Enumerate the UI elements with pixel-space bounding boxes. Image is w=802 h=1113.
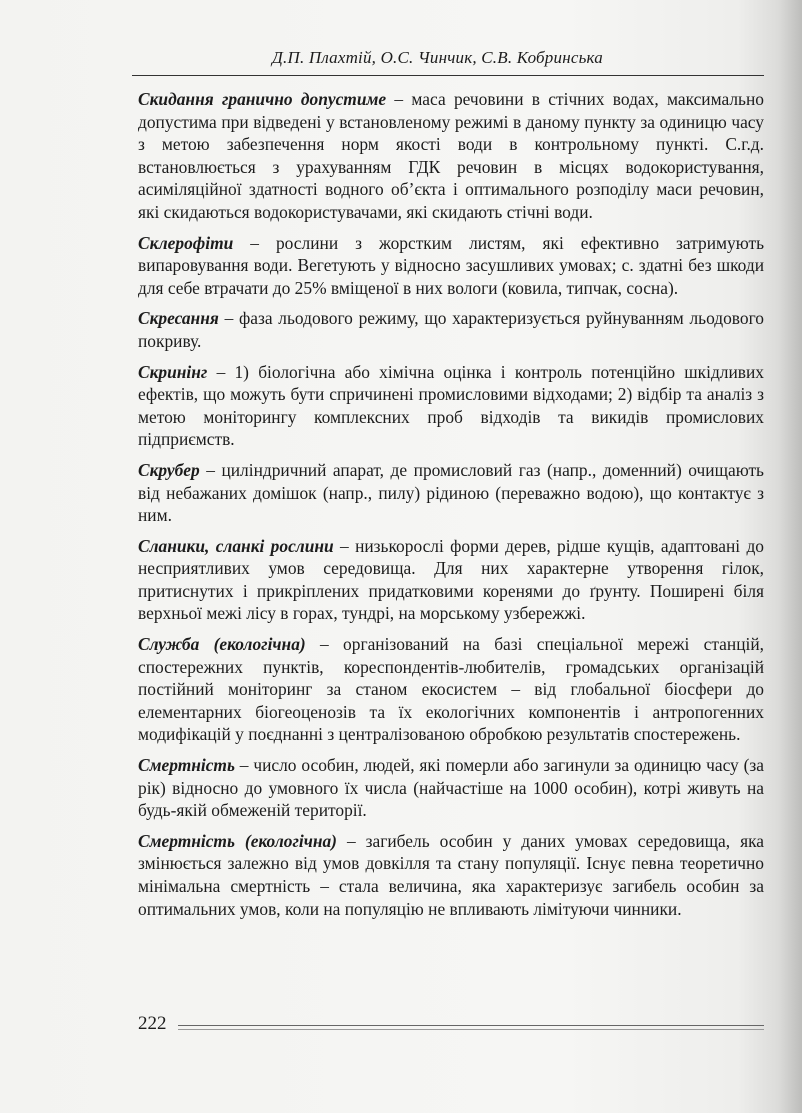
- entry-definition: – низькорослі форми дерев, рідше кущів, адаптовані до несприятливих умов середовища. Для них характерне утворення гілок, притиснутих і прикріплених придатковими коренями до ґрунту. Поширені біля верхньої межі лісу в горах, тундрі, на морському узбережжі.: [138, 535, 764, 624]
- entry-term: Склерофіти: [138, 232, 234, 253]
- entry-term: Скидання гранично допустиме: [138, 89, 387, 109]
- entry-definition: – фаза льодового режиму, що характеризується руйнуванням льодового покриву.: [138, 308, 764, 351]
- entry-definition: – число особин, людей, які померли або загинули за одиницю часу (за рік) відносно до умовного їх числа (найчастіше на 1000 особин), котрі живуть на будь-якій обмеженій території.: [138, 755, 764, 821]
- entry-definition: – циліндричний апарат, де промисловий газ (напр., доменний) очищають від небажаних домішок (напр., пилу) рідиною (переважно водою), що контактує з ним.: [138, 459, 764, 526]
- page-number: 222: [138, 1013, 167, 1034]
- entry-term: Сланики, сланкі рослини: [138, 535, 334, 556]
- glossary-entry: [138, 361, 764, 451]
- glossary-entry: [138, 633, 764, 746]
- entry-term: Служба (екологічна): [138, 634, 306, 655]
- glossary-entry: [138, 535, 764, 625]
- entry-definition: – загибель особин у даних умовах середовища, яка змінюється залежно від умов довкілля та стану популяції. Існує певна теоретично мінімальна смертність – стала величина, яка характеризує загибель особин за оптимальних умов, коли на популяцію не впливають лімітуючи чинники.: [138, 830, 764, 919]
- entry-definition: – маса речовини в стічних водах, максимально допустима при відведені у встановленому режимі в даному пункту за одиницю часу з метою забезпечення норм якості води в контрольному пункті. С.г.д. встановлюється з урахуванням ГДК речовин в місцях водокористування, асиміляційної здатності водного об’єкта і оптимального розподілу маси речовин, які скидаються водокористувачами, які скидають стічні води.: [138, 89, 764, 222]
- entry-term: Скресання: [138, 308, 219, 329]
- glossary-entry: [138, 232, 764, 300]
- entry-definition: – рослини з жорстким листям, які ефективно затримують випаровування води. Вегетують у відносно засушливих умовах; с. здатні без шкоди для себе втрачати до 25% вміщеної в них вологи (ковила, типчак, сосна).: [138, 232, 764, 298]
- glossary-entry: [138, 754, 764, 822]
- glossary-content: [138, 88, 764, 928]
- entry-term: Смертність (екологічна): [138, 830, 337, 851]
- entry-term: Скринінг: [138, 361, 208, 382]
- running-header-authors: Д.П. Плахтій, О.С. Чинчик, С.В. Кобринська: [272, 48, 603, 67]
- glossary-entry: [138, 459, 764, 527]
- glossary-entry: [138, 88, 764, 224]
- entry-term: Скрубер: [138, 459, 200, 480]
- footer-divider: [178, 1025, 764, 1030]
- page-footer: [138, 1013, 764, 1037]
- glossary-entry: [138, 307, 764, 352]
- entry-definition: – організований на базі спеціальної мережі станцій, спостережних пунктів, кореспондентів-любителів, громадських організацій постійний моніторинг за станом екосистем – від глобальної біосфери до елементарних біогеоценозів та їх екологічних компонентів і антропогенних модифікацій у поєднанні з централізованою обробкою результатів спостережень.: [138, 634, 764, 745]
- glossary-entry: [138, 830, 764, 920]
- entry-term: Смертність: [138, 755, 235, 776]
- header-divider: [132, 75, 764, 76]
- entry-definition: – 1) біологічна або хімічна оцінка і контроль потенційно шкідливих ефектів, що можуть бути спричинені промисловими відходами; 2) відбір та аналіз з метою моніторингу комплексних проб відходів та викидів промислових підприємств.: [138, 361, 764, 450]
